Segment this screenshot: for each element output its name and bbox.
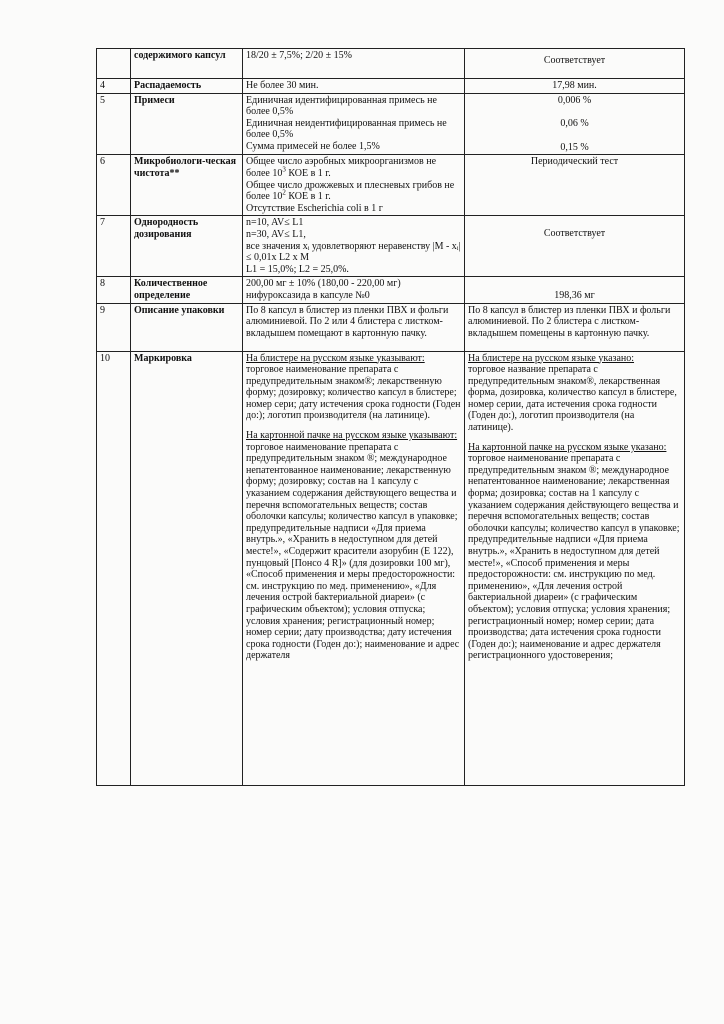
requirement-text: Общее число аэробных микроорганизмов не более 10 xyxy=(246,156,437,179)
row-number: 8 xyxy=(97,277,131,303)
row-number: 4 xyxy=(97,79,131,94)
table-row xyxy=(97,216,685,277)
section-heading: На картонной пачке на русском языке указано: xyxy=(468,441,667,453)
requirement xyxy=(243,93,465,155)
row-number: 7 xyxy=(97,216,131,277)
requirement-line: n=10, AV≤ L1 xyxy=(246,217,304,229)
table-row xyxy=(97,155,685,216)
parameter-name: Описание упаковки xyxy=(131,303,243,351)
result: Соответствует xyxy=(465,49,685,79)
parameter-name: Маркировка xyxy=(131,351,243,785)
result: Периодический тест xyxy=(465,155,685,216)
parameter-name: Однородность дозирования xyxy=(131,216,243,277)
result: 17,98 мин. xyxy=(465,79,685,94)
table-row xyxy=(97,351,685,785)
exponent: 3 xyxy=(282,165,286,174)
requirement-line: Сумма примесей не более 1,5% xyxy=(246,140,380,152)
requirement xyxy=(243,351,465,785)
requirement-line xyxy=(246,180,461,203)
result: 198,36 мг xyxy=(465,277,685,303)
requirement xyxy=(243,155,465,216)
section-text: торговое название препарата с предупредительным знаком®, лекарственная форма, дозировка, количество капсул в блистере, номер серии, дата истечения срока годности (Годен до:), логотип производителя (на латинице). xyxy=(468,364,677,434)
requirement: По 8 капсул в блистер из пленки ПВХ и фольги алюминиевой. По 2 или 4 блистера с листком-вкладышем помещают в картонную пачку. xyxy=(243,303,465,351)
requirement: 18/20 ± 7,5%; 2/20 ± 15% xyxy=(243,49,465,79)
row-number: 5 xyxy=(97,93,131,155)
requirement: Не более 30 мин. xyxy=(243,79,465,94)
result-line: 0,06 % xyxy=(560,118,589,130)
section-text: торговое наименование препарата с предупредительным знаком ®; международное непатентованное наименование; лекарственная форма; дозировка; состав на 1 капсулу с указанием содержания действующего вещества и перечня вспомогательных веществ; состав оболочки капсулы; количество капсул в упаковке; предупредительные надписи «Для приема внутрь.», «Хранить в недоступном для детей месте!», «Способ применения и меры предосторожности: см. инструкцию по мед. применению», «Для лечения острой бактериальной диареи» (с графическим объектом); условия отпуска; условия хранения; регистрационный номер; номер серии; дата производства; дата истечения срока годности (Годен до:); наименование и адрес держателя регистрационного удостоверения; xyxy=(468,453,680,662)
row-number: 10 xyxy=(97,351,131,785)
row-number: 9 xyxy=(97,303,131,351)
table-row xyxy=(97,79,685,94)
parameter-name: Количественное определение xyxy=(131,277,243,303)
requirement-text: Общее число дрожжевых и плесневых грибов не более 10 xyxy=(246,179,455,203)
table-row xyxy=(97,93,685,155)
exponent: 2 xyxy=(282,188,286,197)
specification-table xyxy=(96,48,685,786)
section-text: торговое наименование препарата с предупредительным знаком®; лекарственную форму; дозировку; количество капсул в блистере; номер сери; дату истечения срока годности (Годен до:); логотип производителя (на латинице). xyxy=(246,364,461,422)
parameter-name: Микробиологи-ческая чистота** xyxy=(131,155,243,216)
parameter-name: Распадаемость xyxy=(131,79,243,94)
table-row xyxy=(97,277,685,303)
requirement xyxy=(243,216,465,277)
requirement-line: Единичная неидентифицированная примесь не более 0,5% xyxy=(246,117,447,141)
requirement-line: Единичная идентифицированная примесь не более 0,5% xyxy=(246,94,437,118)
section-heading: На блистере на русском языке указывают: xyxy=(246,352,425,364)
parameter-name: содержимого капсул xyxy=(131,49,243,79)
parameter-name: Примеси xyxy=(131,93,243,155)
spacer xyxy=(468,434,681,442)
requirement-paragraph xyxy=(246,353,461,423)
section-heading: На картонной пачке на русском языке указывают: xyxy=(246,430,458,442)
spacer xyxy=(246,422,461,430)
section-heading: На блистере на русском языке указано: xyxy=(468,352,635,364)
table-row xyxy=(97,303,685,351)
result: По 8 капсул в блистер из пленки ПВХ и фольги алюминиевой. По 2 блистера с листком-вкладышем помещены в картонную пачку. xyxy=(465,303,685,351)
table-row xyxy=(97,49,685,79)
requirement-line: 200,00 мг ± 10% (180,00 - 220,00 мг) xyxy=(246,278,401,290)
result: Соответствует xyxy=(465,216,685,277)
requirement-line xyxy=(246,156,461,179)
section-text: торговое наименование препарата с предупредительным знаком ®; международное непатентованное наименование; лекарственную форму; дозировку; состав на 1 капсулу с указанием содержания действующего вещества и перечня вспомогательных веществ; состав оболочки капсулы; количество капсул в упаковке; предупредительные надписи «Для приема внутрь.», «Хранить в недоступном для детей месте!», «Содержит красители азорубин (E 122), пунцовый [Понсо 4 R]» (для дозировки 100 мг), «Способ применения и меры предосторожности: см. инструкцию по мед. применению», «Для лечения острой бактериальной диареи» (с графическим объектом); условия отпуска; условия хранения; регистрационный номер; номер серии; дату производства; дату истечения срока годности (Годен до:); наименование и адрес держателя xyxy=(246,441,460,662)
result-line: 0,15 % xyxy=(560,141,589,153)
result xyxy=(465,351,685,785)
result-line: 0,006 % xyxy=(557,94,592,106)
requirement-line: L1 = 15,0%; L2 = 25,0%. xyxy=(246,263,349,275)
requirement-line: нифуроксазида в капсуле №0 xyxy=(246,289,370,301)
requirement-line: Отсутствие Escherichia coli в 1 г xyxy=(246,202,383,214)
row-number: 6 xyxy=(97,155,131,216)
requirement-text: КОЕ в 1 г. xyxy=(285,191,331,203)
result xyxy=(465,93,685,155)
requirement-line: n=30, AV≤ L1, xyxy=(246,228,306,240)
requirement-line: все значения xᵢ удовлетворяют неравенству |M - xᵢ| ≤ 0,01x L2 x M xyxy=(246,240,461,264)
row-number xyxy=(97,49,131,79)
requirement-text: КОЕ в 1 г. xyxy=(285,167,331,179)
requirement xyxy=(243,277,465,303)
